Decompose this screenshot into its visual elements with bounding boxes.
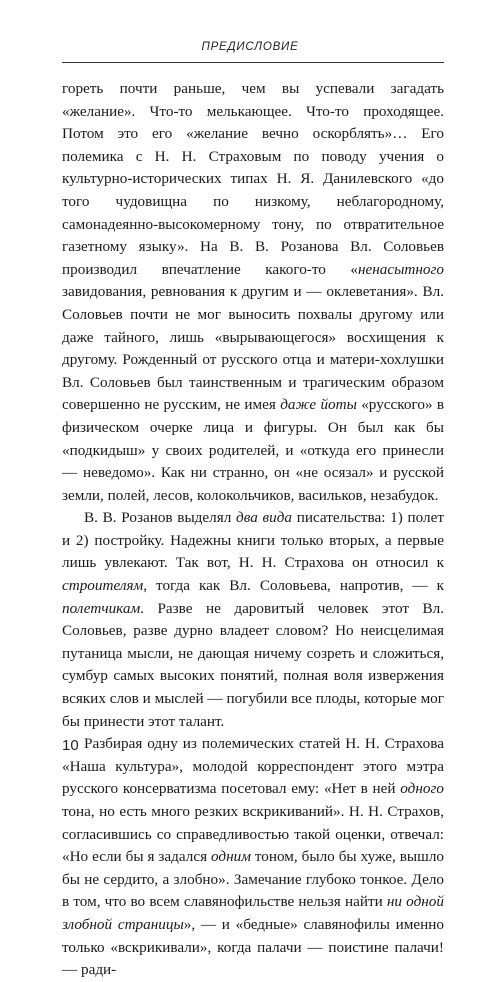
running-head: ПРЕДИСЛОВИЕ xyxy=(201,41,299,53)
italic-emphasis: полетчикам xyxy=(62,599,141,617)
paragraph xyxy=(62,733,444,982)
body-text xyxy=(62,78,444,982)
text-run: гореть почти раньше, чем вы успевали загадать «желание». Что-то мелькающее. Что-то проходящее. Потом это его «желание вечно оскорблять»… Его полемика с Н. Н. Страховым по поводу учения о культурно-исторических типах Н. Я. Данилевского «до того чудовищна по низкому, неблагородному, самонадеянно-высокомерному тону, по отвратительное газетному языку». На В. В. Розанова Вл. Соловьев производил впечатление какого-то « xyxy=(62,80,444,278)
text-run: «русского» в физическом очерке лица и фигуры. Он был как бы «подкидыш» у своих родителей, и «откуда его принесли — неведомо». Как ни странно, он «не осязал» и русской земли, полей, лесов, колокольчиков, васильков, незабудок. xyxy=(62,396,444,504)
text-run: . Разве не даровитый человек этот Вл. Соловьев, разве дурно владеет словом? Но неисцелимая путаница мысли, не дающая ничему созреть и сложиться, сумбур самых высоких понятий, полная воля извержения всяких слов и мыслей — погубили все плоды, которые мог бы принести этот талант. xyxy=(62,599,444,730)
italic-emphasis: ненасытного xyxy=(357,260,444,278)
text-run: , тогда как Вл. Соловьева, напротив, — к xyxy=(143,577,444,595)
italic-emphasis: два вида xyxy=(236,509,292,527)
page-number: 10 xyxy=(62,737,79,754)
text-run: тона, но есть много резких вскрикиваний». Н. Н. Страхов, согласившись со справедливостью такой оценки, отвечал: «Но если бы я задался xyxy=(62,803,444,866)
paragraph xyxy=(62,78,444,507)
italic-emphasis: одного xyxy=(400,780,444,798)
text-run: В. В. Розанов выделял xyxy=(84,509,237,527)
text-run: писательства: 1) полет и 2) постройку. Надежны книги только вторых, а первые лишь увлекают. Так вот, Н. Н. Страхова он относил к xyxy=(62,509,444,572)
header-rule xyxy=(62,62,444,63)
text-run: тоном, было бы хуже, вышло бы не сердито, а злобно». Замечание глубоко тонкое. Дело в том, что во всем славянофильстве нельзя найти xyxy=(62,848,444,911)
italic-emphasis: даже йоты xyxy=(280,396,357,414)
paragraph xyxy=(62,507,444,733)
italic-emphasis: строителям xyxy=(62,577,144,595)
text-run: Разбирая одну из полемических статей Н. Н. Страхова «Наша культура», молодой корреспондент этого мэтра русского консерватизма посетовал ему: «Нет в ней xyxy=(62,735,444,798)
text-run: завидования, ревнования к другим и — оклеветания». Вл. Соловьев почти не мог выносить похвалы другому или даже тайного, лишь «вырывающегося» восхищения к другому. Рожденный от русского отца и матери-хохлушки Вл. Соловьев был таинственным и трагическим образом совершенно не русским, не имея xyxy=(62,283,444,414)
text-run: », — и «бедные» славянофилы именно только «вскрикивали», когда палачи — поистине палачи! — ради- xyxy=(62,915,444,979)
italic-emphasis: ни одной злобной страницы xyxy=(62,893,444,933)
italic-emphasis: одним xyxy=(211,848,251,866)
